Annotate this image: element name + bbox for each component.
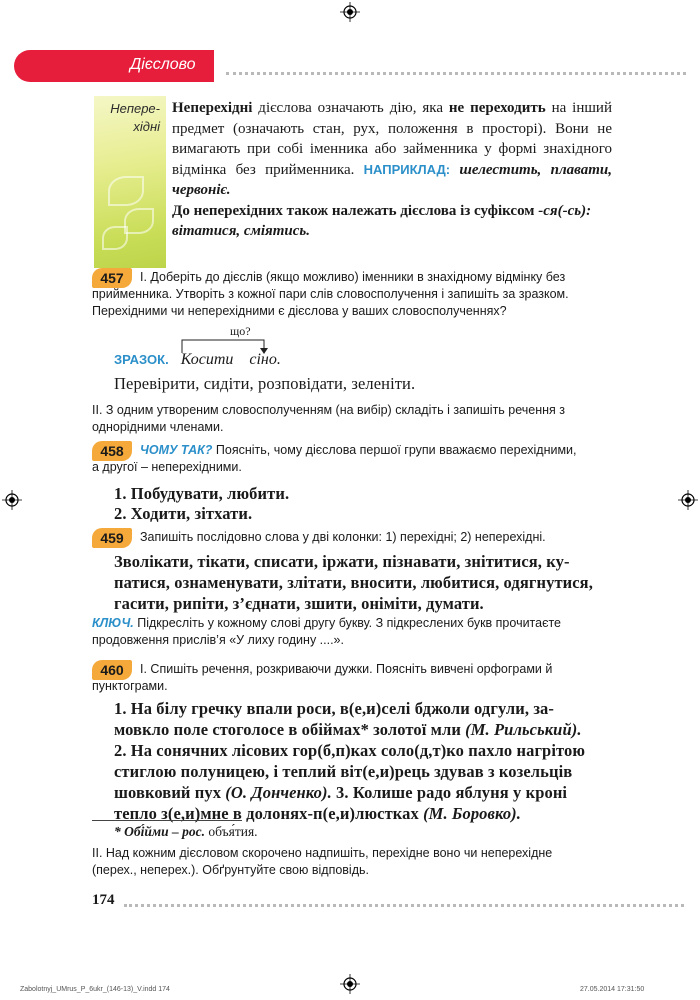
question-label: що? <box>230 324 251 338</box>
exercise-number-459: 459 <box>92 528 132 548</box>
rule-text <box>172 98 612 242</box>
registration-mark-top <box>340 2 360 22</box>
section-header-tab <box>14 50 214 82</box>
exercise-458-task: ЧОМУ ТАК? Поясніть, чому дієслова першої групи вважаємо перехідними, <box>140 443 577 457</box>
exercise-number-460: 460 <box>92 660 132 680</box>
rule-paragraph-1: Неперехідні дієслова означають дію, яка не переходить на інший предмет (означають стан, рух, положення в просторі). Вони не вимагають при собі іменника або займенника у формі знахідного відмінка без прийменника. НАПРИКЛАД: шелестить, плавати, червоніє. <box>172 100 612 198</box>
exercise-457-words: Перевірити, сидіти, розповідати, зеленіти. <box>114 374 416 393</box>
exercise-460-task-cont: пунктограми. <box>92 679 168 693</box>
footer-dotted-rule <box>124 904 684 907</box>
exercise-457-task: І. Доберіть до дієслів (якщо можливо) іменники в знахідному відмінку без <box>140 270 566 284</box>
exercise-458-item-2: 2. Ходити, зітхати. <box>114 504 253 523</box>
leaf-ornament <box>108 176 144 206</box>
exercise-460-text: 1. На білу гречку впали роси, в(е,и)селі бджоли одгули, за- мовкло поле стоголосе в обіймах* золотої мли (М. Рильський). 2. На сонячних лісових гор(б,п)ках соло(д,т)ко пахло нагрітою стиглою полуницею, і теплий віт(е,и)рець здував з козельців шовковий пух (О. Донченко). 3. Колише радо яблуня у кроні тепло з(е,и)мне в долонях-п(е,и)люстках (М. Боровко). <box>114 699 586 823</box>
registration-mark-right <box>678 490 698 510</box>
header-dotted-rule <box>226 72 686 75</box>
exercise-458-item-1: 1. Побудувати, любити. <box>114 484 290 503</box>
sample-line: ЗРАЗОК. Косити сіно. <box>114 351 281 368</box>
footnote: * Обі́йми – рос. объя́тия. <box>114 824 258 839</box>
print-date-info: 27.05.2014 17:31:50 <box>580 986 645 993</box>
rule-sidebar <box>94 96 166 268</box>
exercise-460-task-2: ІІ. Над кожним дієсловом скорочено надпишіть, перехідне воно чи неперехідне (перех., неперех.). Обґрунтуйте свою відповідь. <box>92 846 553 877</box>
exercise-number-457: 457 <box>92 268 132 288</box>
footnote-rule <box>92 820 242 821</box>
rule-paragraph-2: До неперехідних також належать дієслова із суфіксом -ся(-сь): вітатися, сміятись. <box>172 202 592 239</box>
exercise-457-task-2: ІІ. З одним утвореним словосполученням (на вибір) складіть і запишіть речення з однорідними членами. <box>92 403 566 434</box>
registration-mark-bottom <box>340 974 360 994</box>
section-title: Дієслово <box>130 56 196 73</box>
exercise-460-task: І. Спишіть речення, розкриваючи дужки. Поясніть вивчені орфограми й <box>140 662 553 676</box>
exercise-number-458: 458 <box>92 441 132 461</box>
page-number: 174 <box>92 892 115 908</box>
exercise-459-task: Запишіть послідовно слова у дві колонки: 1) перехідні; 2) неперехідні. <box>140 530 546 544</box>
exercise-459-key: КЛЮЧ. Підкресліть у кожному слові другу букву. З підкреслених букв прочитаєте продовження прислів’я «У лиху годину ....». <box>92 616 562 647</box>
print-file-info: Zabolotnyj_UMrus_P_6ukr_(146-13)_V.indd 174 <box>20 986 170 993</box>
exercise-459-words: Зволікати, тікати, списати, іржати, пізнавати, знітитися, ку- патися, ознаменувати, злітати, вносити, любитися, одягнутися, гасити, рипіти, з’єднати, зшити, оніміти, думати. <box>114 552 593 613</box>
registration-mark-left <box>2 490 22 510</box>
rule-label: Непере- хідні <box>110 101 160 134</box>
leaf-ornament <box>124 208 154 234</box>
exercise-458-task-cont: а другої – неперехідними. <box>92 460 242 474</box>
exercise-457-task-cont: прийменника. Утворіть з кожної пари слів словосполучення і запишіть за зразком. Перехідними чи неперехідними є дієслова у ваших словосполученнях? <box>92 287 569 318</box>
leaf-ornament <box>102 226 128 250</box>
